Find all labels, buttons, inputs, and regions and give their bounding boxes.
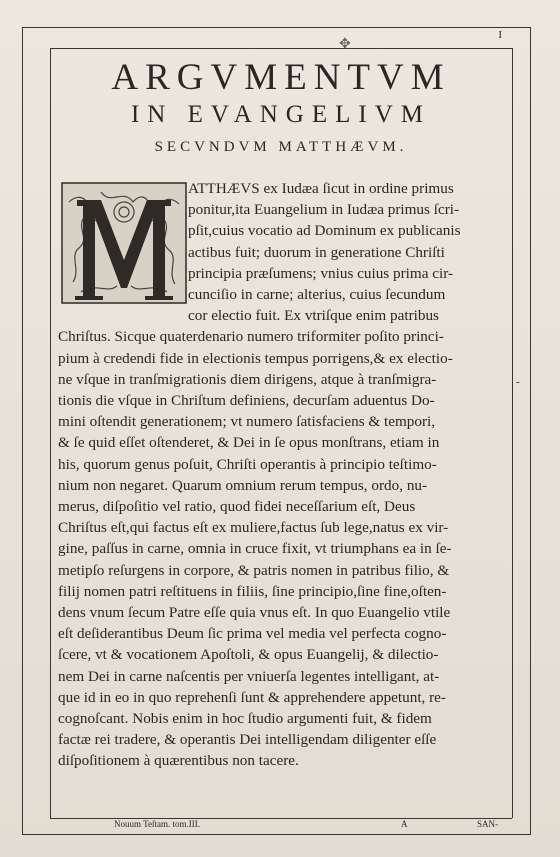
text-line: merus, diſpoſitio vel ratio, quod fidei neceſſarium eſt, Deus — [58, 498, 416, 516]
text-line: Chriſtus eſt,qui factus eſt ex muliere,factus ſub lege,natus ex vir- — [58, 519, 449, 537]
title-line-1: ARGVMENTVM — [111, 57, 451, 98]
footer-signature: A — [401, 819, 408, 829]
text-line: principia præſumens; vnius cuius prima cir- — [188, 264, 454, 282]
text-line: filij nomen patri reſtituens in filiis, ſine principio,ſine fine,oſten- — [58, 582, 447, 600]
text-line: ponitur,ita Euangelium in Iudæa primus ſcri- — [188, 201, 460, 219]
text-line: pſit,cuius vocatio ad Dominum ex publicanis — [188, 222, 461, 240]
text-line: factæ rei tradere, & operantis Dei intelligendam diligenter eſſe — [58, 731, 437, 749]
margin-dash: - — [516, 376, 520, 388]
text-line: ne vſque in tranſmigrationis diem dirigens, atque à tranſmigra- — [58, 370, 437, 388]
text-line: ſcere, vt & vocationem Apoſtoli, & opus Euangelij, & dilectio- — [58, 646, 439, 664]
text-line: eſt deſiderantibus Deum ſic prima vel media vel perfecta cogno- — [58, 625, 447, 643]
text-line: que id in eo in quo reprehenſi ſunt & apprehendere appetunt, re- — [58, 688, 446, 706]
text-line: cognoſcant. Nobis enim in hoc ſtudio argumenti fuit, & fidem — [58, 710, 432, 728]
text-line: actibus fuit; duorum in generatione Chriſti — [188, 243, 445, 261]
text-line: ATTHÆVS ex Iudæa ſicut in ordine primus — [188, 180, 454, 197]
footer-volume: Nouum Teſtam. tom.III. — [114, 819, 200, 829]
title-line-2: IN EVANGELIVM — [130, 101, 432, 128]
argument-text — [58, 178, 503, 772]
text-line: pium à credendi fide in electionis tempus porrigens,& ex electio- — [58, 349, 453, 367]
text-line: dens vnum ſecum Patre eſſe quia vnus eſt. In quo Euangelio vtile — [58, 604, 451, 622]
flower-ornament-icon: ✥ — [339, 37, 351, 52]
page-number: I — [498, 29, 502, 41]
text-line: mini oſtendit generationem; vt numero ſatisfaciens & tempori, — [58, 413, 436, 431]
text-line: nium non negaret. Quarum omnium rerum tempus, ordo, nu- — [58, 476, 428, 494]
text-line: tionis die vſque in Chriſtum definiens, decurſam aduentus Do- — [58, 392, 435, 410]
text-line: diſpoſitionem à quærentibus non tacere. — [58, 752, 299, 770]
text-line: Chriſtus. Sicque quaterdenario numero triformiter poſito princi- — [58, 328, 444, 346]
text-line: gine, paſſus in carne, omnia in cruce fixit, vt triumphans ea in ſe- — [58, 540, 452, 558]
text-line: his, quorum genus poſuit, Chriſti operantis à principio teſtimo- — [58, 455, 437, 473]
text-line: metipſo reſurgens in corpore, & patris nomen in patribus filio, & — [58, 561, 450, 579]
title-line-3: SECVNDVM MATTHÆVM. — [154, 139, 408, 155]
text-line: cor electio fuit. Ex vtriſque enim patribus — [188, 307, 439, 325]
text-line: cunciſio in carne; alterius, cuius ſecundum — [188, 286, 446, 304]
footer-catchword: SAN- — [477, 819, 499, 829]
top-rule — [50, 48, 512, 49]
text-line: & ſe quid eſſet oſtenderet, & Dei in ſe opus monſtrans, etiam in — [58, 434, 440, 452]
text-line: nem Dei in carne naſcentis per vniuerſa legentes intelligant, at- — [58, 667, 440, 685]
